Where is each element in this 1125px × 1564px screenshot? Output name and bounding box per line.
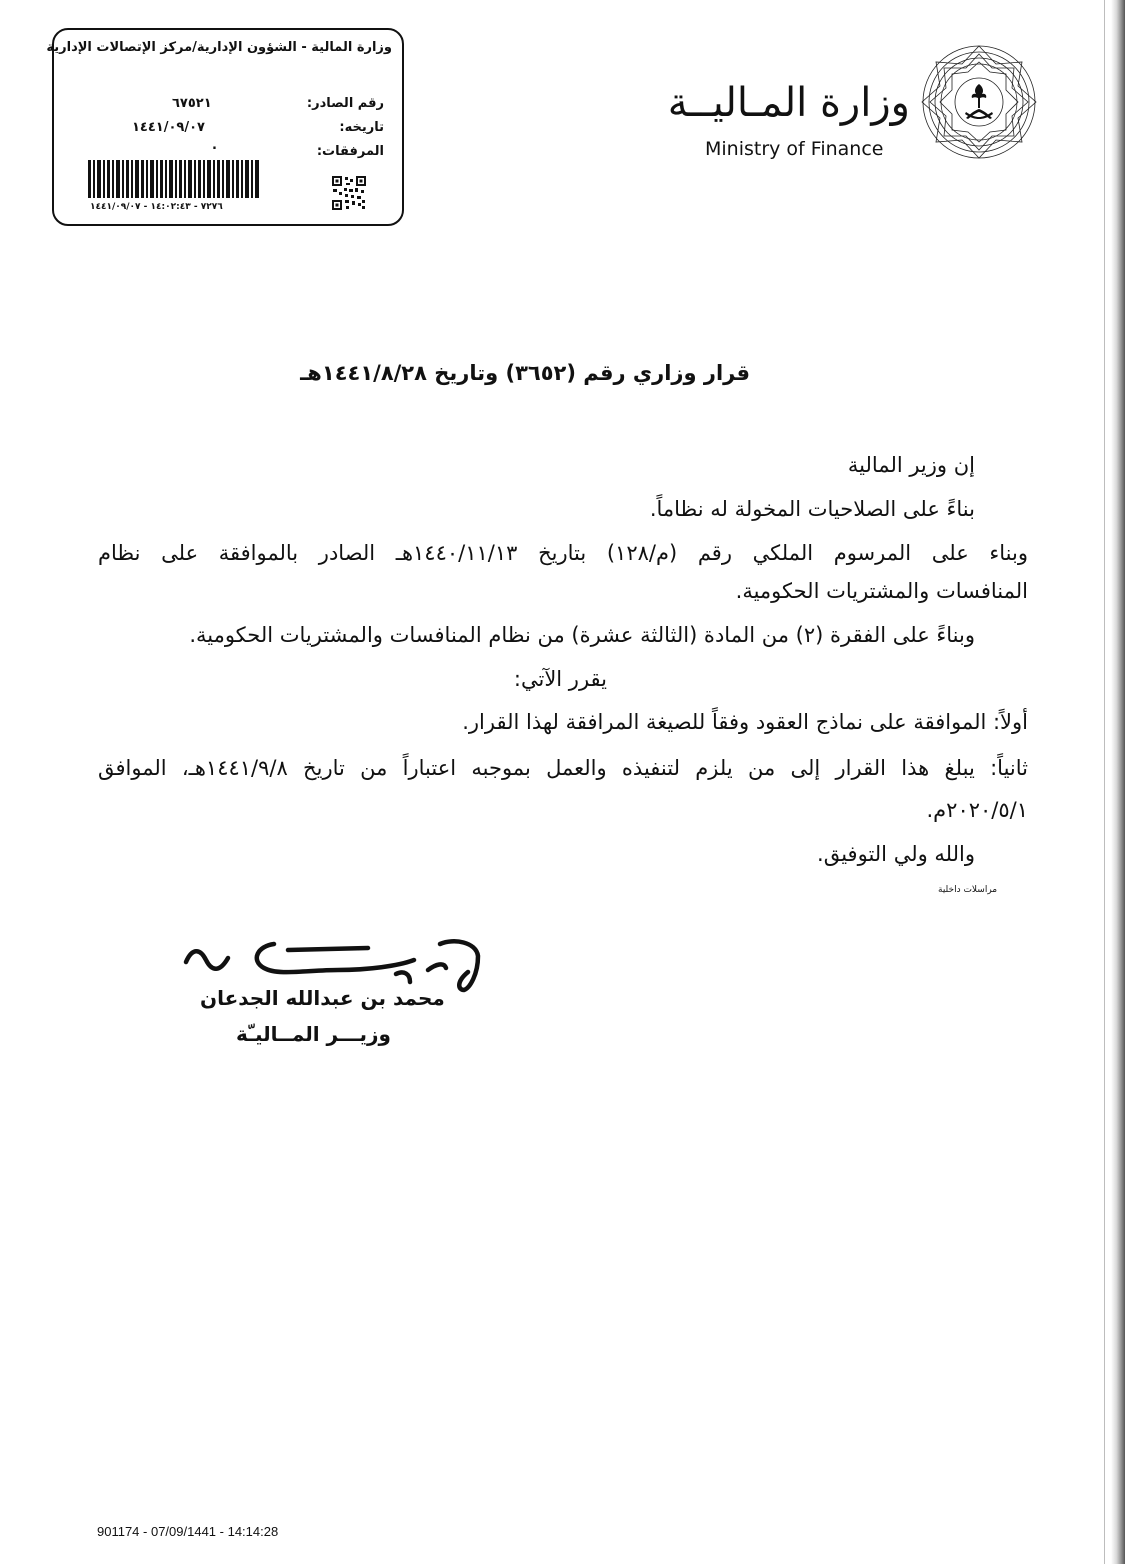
signer-position: وزيـــر المــاليـّة: [236, 1022, 391, 1046]
attachments-value: .: [212, 138, 217, 153]
barcode-number: ٧٢٧٦ - ١٤:٠٢:٤٣ - ١٤٤١/٠٩/٠٧: [90, 202, 223, 212]
body-line-first-item: أولاً: الموافقة على نماذج العقود وفقاً للصيغة المرافقة لهذا القرار.: [462, 710, 1028, 734]
decision-title: قرار وزاري رقم (٣٦٥٢) وتاريخ ١٤٤١/٨/٢٨هـ: [300, 361, 750, 385]
body-line-paragraph-reference: وبناءً على الفقرة (٢) من المادة (الثالثة عشرة) من نظام المنافسات والمشتريات الحكومية.: [189, 623, 975, 647]
date-label: تاريخه:: [339, 120, 384, 135]
small-handwritten-note: مراسلات داخلية: [938, 885, 998, 895]
ministry-emblem-icon: [918, 40, 1040, 168]
body-line-decides: يقرر الآتي:: [513, 667, 607, 691]
qr-code: [332, 176, 366, 210]
document-footer-reference: 901174 - 07/09/1441 - 14:14:28: [97, 1524, 279, 1539]
body-line-procurement-system: المنافسات والمشتريات الحكومية.: [735, 579, 1028, 603]
outgoing-stamp: [46, 28, 404, 226]
body-line-gregorian-date: ٢٠٢٠/٥/١م.: [926, 798, 1028, 822]
barcode: [88, 160, 260, 198]
body-line-royal-decree: وبناء على المرسوم الملكي رقم (م/١٢٨) بتاريخ ١٤٤٠/١١/١٣هـ الصادر بالموافقة على نظام: [98, 541, 1029, 565]
ministry-name-arabic: وزارة المـاليــة: [667, 80, 910, 126]
body-line-second-item: ثانياً: يبلغ هذا القرار إلى من يلزم لتنفيذه والعمل بموجبه اعتباراً من تاريخ ١٤٤١/٩/٨هـ، الموافق: [98, 756, 1028, 780]
date-value: ١٤٤١/٠٩/٠٧: [132, 120, 205, 135]
body-line-authority: بناءً على الصلاحيات المخولة له نظاماً.: [649, 497, 975, 521]
body-line-minister: إن وزير المالية: [847, 453, 975, 477]
page-edge-line: [1104, 0, 1105, 1564]
attachments-label: المرفقات:: [316, 144, 384, 159]
signer-name: محمد بن عبدالله الجدعان: [200, 986, 445, 1010]
outgoing-number-label: رقم الصادر:: [306, 96, 384, 111]
body-line-closing: والله ولي التوفيق.: [817, 842, 975, 866]
ministry-name-english: Ministry of Finance: [705, 138, 884, 160]
stamp-header: وزارة المالية - الشؤون الإدارية/مركز الإتصالات الإدارية: [46, 40, 392, 55]
outgoing-number-value: ٦٧٥٢١: [172, 96, 212, 111]
page-edge-shadow: [1111, 0, 1125, 1564]
